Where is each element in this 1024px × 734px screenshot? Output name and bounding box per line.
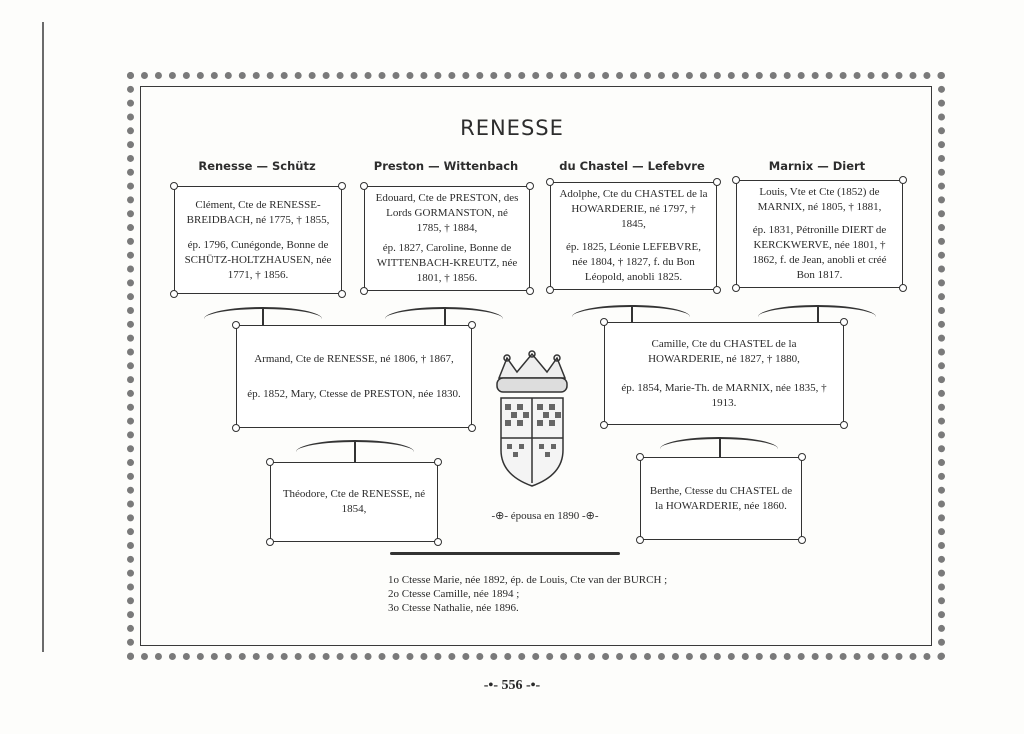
box-corner-ornament — [636, 536, 644, 544]
child-entry: 2o Ctesse Camille, née 1894 ; — [388, 588, 520, 600]
column-head-renesse-schutz: Renesse — Schütz — [198, 159, 316, 173]
connector-stem — [631, 305, 633, 323]
box-line: ép. 1852, Mary, Ctesse de PRESTON, née 1830. — [247, 387, 461, 400]
box-line: Adolphe, Cte du CHASTEL de la HOWARDERIE, né 1797, † 1845, — [559, 188, 708, 230]
box-corner-ornament — [600, 318, 608, 326]
box-corner-ornament — [434, 538, 442, 546]
column-head-chastel-lefebvre: du Chastel — Lefebvre — [559, 159, 705, 173]
box-corner-ornament — [170, 182, 178, 190]
box-corner-ornament — [468, 424, 476, 432]
box-corner-ornament — [266, 458, 274, 466]
box-corner-ornament — [713, 286, 721, 294]
box-corner-ornament — [798, 536, 806, 544]
box-corner-ornament — [798, 453, 806, 461]
box-corner-ornament — [360, 182, 368, 190]
box-line: ép. 1825, Léonie LEFEBVRE, née 1804, † 1827, f. du Bon Léopold, anobli 1825. — [565, 241, 702, 283]
family-box-berthe-chastel — [640, 457, 802, 540]
box-corner-ornament — [170, 290, 178, 298]
box-corner-ornament — [468, 321, 476, 329]
box-corner-ornament — [338, 182, 346, 190]
box-corner-ornament — [526, 287, 534, 295]
box-line: Louis, Vte et Cte (1852) de MARNIX, né 1805, † 1881, — [757, 186, 882, 213]
box-corner-ornament — [899, 176, 907, 184]
box-corner-ornament — [266, 538, 274, 546]
box-corner-ornament — [546, 286, 554, 294]
child-entry: 1o Ctesse Marie, née 1892, ép. de Louis, Cte van der BURCH ; — [388, 574, 668, 586]
family-box-marnix-diert — [736, 180, 903, 288]
family-box-renesse-schutz — [174, 186, 342, 294]
connector-stem — [719, 437, 721, 459]
box-corner-ornament — [546, 178, 554, 186]
box-corner-ornament — [232, 424, 240, 432]
family-box-preston-wittenbach — [364, 186, 530, 291]
box-line: Berthe, Ctesse du CHASTEL de la HOWARDERIE, née 1860. — [649, 484, 793, 512]
family-box-camille-chastel — [604, 322, 844, 425]
box-line: Camille, Cte du CHASTEL de la HOWARDERIE, né 1827, † 1880, — [648, 337, 800, 365]
box-line: Clément, Cte de RENESSE-BREIDBACH, né 1775, † 1855, — [186, 198, 330, 226]
box-line: ép. 1796, Cunégonde, Bonne de SCHÜTZ-HOLTZHAUSEN, née 1771, † 1856. — [184, 238, 332, 281]
children-list — [388, 573, 788, 615]
box-corner-ornament — [636, 453, 644, 461]
marriage-note: -⊕- épousa en 1890 -⊕- — [491, 510, 599, 522]
box-corner-ornament — [840, 421, 848, 429]
box-line: Théodore, Cte de RENESSE, né 1854, — [282, 488, 426, 515]
box-corner-ornament — [899, 284, 907, 292]
box-corner-ornament — [732, 176, 740, 184]
box-line: ép. 1831, Pétronille DIERT de KERCKWERVE, née 1801, † 1862, f. de Jean, anobli et créé Bon 1817. — [752, 224, 887, 281]
children-divider — [390, 552, 620, 555]
box-line: ép. 1854, Marie-Th. de MARNIX, née 1835, † 1913. — [621, 381, 827, 409]
connector-stem — [354, 440, 356, 464]
box-line: Armand, Cte de RENESSE, né 1806, † 1867, — [254, 352, 454, 365]
box-corner-ornament — [434, 458, 442, 466]
box-corner-ornament — [526, 182, 534, 190]
box-corner-ornament — [732, 284, 740, 292]
box-corner-ornament — [600, 421, 608, 429]
box-corner-ornament — [338, 290, 346, 298]
page-title: RENESSE — [460, 116, 564, 140]
column-head-preston-wittenbach: Preston — Wittenbach — [373, 159, 519, 173]
box-line: ép. 1827, Caroline, Bonne de WITTENBACH-KREUTZ, née 1801, † 1856. — [376, 242, 518, 284]
box-corner-ornament — [713, 178, 721, 186]
coat-of-arms-icon — [487, 350, 577, 490]
family-box-chastel-lefebvre — [550, 182, 717, 290]
box-line: Edouard, Cte de PRESTON, des Lords GORMANSTON, né 1785, † 1884, — [375, 192, 519, 234]
family-box-theodore-renesse — [270, 462, 438, 542]
page-number: -•- 556 -•- — [483, 678, 541, 693]
box-corner-ornament — [232, 321, 240, 329]
box-corner-ornament — [840, 318, 848, 326]
box-corner-ornament — [360, 287, 368, 295]
family-box-armand-renesse — [236, 325, 472, 428]
child-entry: 3o Ctesse Nathalie, née 1896. — [388, 602, 519, 614]
connector-stem — [817, 305, 819, 323]
column-head-marnix-diert: Marnix — Diert — [768, 159, 866, 173]
